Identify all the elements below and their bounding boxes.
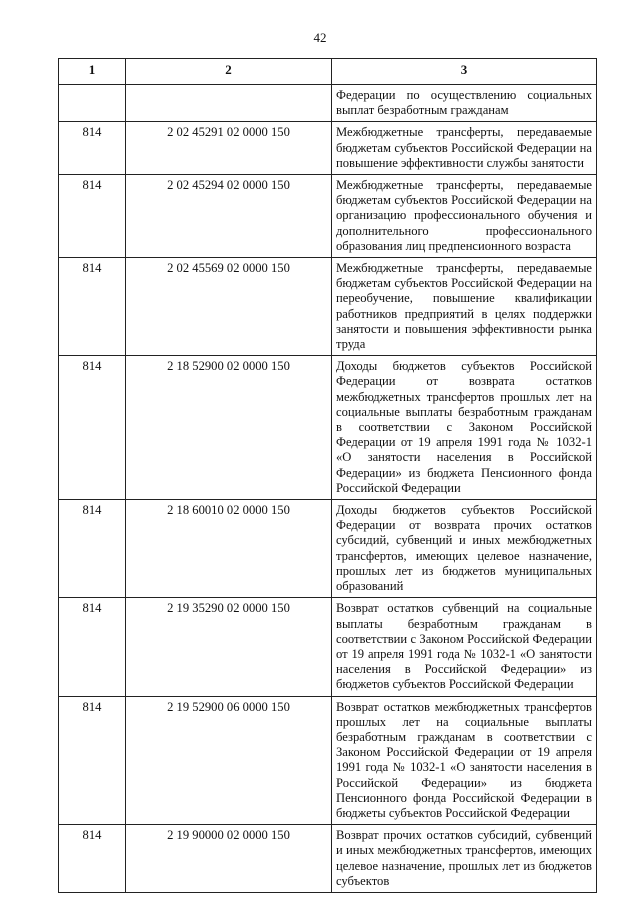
- table-row: [59, 500, 597, 598]
- description-cell: Межбюджетные трансферты, передаваемые бюджетам субъектов Российской Федерации на переобучение, повышение квалификации работников предприятий в целях поддержки занятости и повышения эффективности рынка труда: [332, 258, 597, 356]
- kbk-cell: 2 19 90000 02 0000 150: [126, 825, 332, 893]
- table-header-row: [59, 59, 597, 85]
- table-row: [59, 175, 597, 258]
- table-body: [59, 85, 597, 893]
- kbk-cell: 2 02 45291 02 0000 150: [126, 122, 332, 175]
- admin-code-cell: 814: [59, 258, 126, 356]
- description-cell: Доходы бюджетов субъектов Российской Федерации от возврата остатков межбюджетных трансфертов прошлых лет на социальные выплаты безработным гражданам в соответствии с Законом Российской Федерации от 19 апреля 1991 года № 1032-1 «О занятости населения в Российской Федерации» из бюджета Пенсионного фонда Российской Федерации: [332, 356, 597, 500]
- description-cell: Межбюджетные трансферты, передаваемые бюджетам субъектов Российской Федерации на повышение эффективности службы занятости: [332, 122, 597, 175]
- admin-code-cell: 814: [59, 825, 126, 893]
- kbk-cell: 2 19 52900 06 0000 150: [126, 696, 332, 825]
- description-cell: Возврат остатков субвенций на социальные выплаты безработным гражданам в соответствии с Законом Российской Федерации от 19 апреля 1991 года № 1032-1 «О занятости населения в Российской Федерации» из бюджетов субъектов Российской Федерации: [332, 598, 597, 696]
- admin-code-cell: 814: [59, 122, 126, 175]
- description-cell: Возврат остатков межбюджетных трансфертов прошлых лет на социальные выплаты безработным гражданам в соответствии с Законом Российской Федерации от 19 апреля 1991 года № 1032-1 «О занятости населения в Российской Федерации» из бюджета Пенсионного фонда Российской Федерации в бюджеты субъектов Российской Федерации: [332, 696, 597, 825]
- description-cell: Федерации по осуществлению социальных выплат безработным гражданам: [332, 85, 597, 122]
- table-row: [59, 825, 597, 893]
- admin-code-cell: 814: [59, 175, 126, 258]
- description-cell: Возврат прочих остатков субсидий, субвенций и иных межбюджетных трансфертов, имеющих целевое назначение, прошлых лет из бюджетов субъектов: [332, 825, 597, 893]
- kbk-cell: [126, 85, 332, 122]
- column-header-admin-code: 1: [59, 59, 126, 85]
- table-row: [59, 696, 597, 825]
- page-number: 42: [313, 30, 327, 45]
- admin-code-cell: 814: [59, 356, 126, 500]
- table-row: [59, 122, 597, 175]
- admin-code-cell: 814: [59, 598, 126, 696]
- kbk-cell: 2 02 45569 02 0000 150: [126, 258, 332, 356]
- description-cell: Межбюджетные трансферты, передаваемые бюджетам субъектов Российской Федерации на организацию профессионального обучения и дополнительного профессионального образования лиц предпенсионного возраста: [332, 175, 597, 258]
- column-header-description: 3: [332, 59, 597, 85]
- budget-codes-table: [58, 58, 597, 893]
- kbk-cell: 2 18 52900 02 0000 150: [126, 356, 332, 500]
- admin-code-cell: 814: [59, 500, 126, 598]
- table-row: [59, 85, 597, 122]
- table-row: [59, 598, 597, 696]
- kbk-cell: 2 18 60010 02 0000 150: [126, 500, 332, 598]
- kbk-cell: 2 19 35290 02 0000 150: [126, 598, 332, 696]
- table-row: [59, 356, 597, 500]
- table-row: [59, 258, 597, 356]
- kbk-cell: 2 02 45294 02 0000 150: [126, 175, 332, 258]
- description-cell: Доходы бюджетов субъектов Российской Федерации от возврата прочих остатков субсидий, субвенций и иных межбюджетных трансфертов, имеющих целевое назначение, прошлых лет из бюджетов муниципальных образований: [332, 500, 597, 598]
- admin-code-cell: 814: [59, 696, 126, 825]
- column-header-kbk: 2: [126, 59, 332, 85]
- admin-code-cell: [59, 85, 126, 122]
